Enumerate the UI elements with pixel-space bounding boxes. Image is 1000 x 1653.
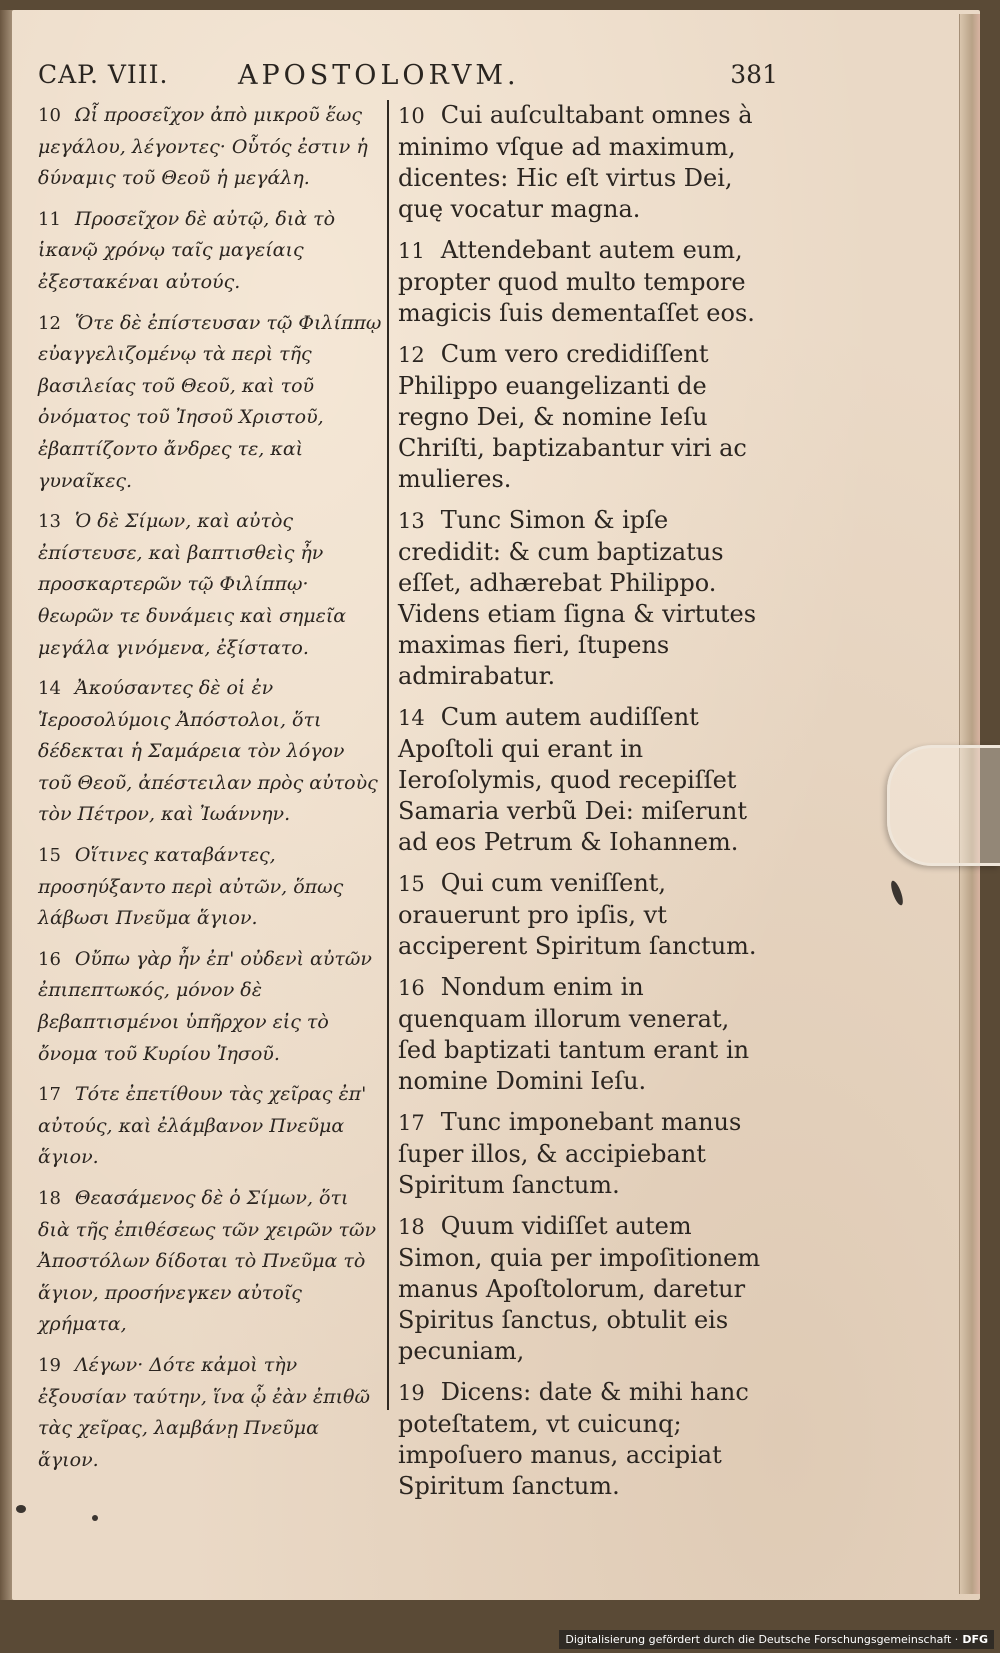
dfg-logo: DFG	[962, 1633, 988, 1646]
verse-number: 16	[398, 976, 425, 1000]
verse-number: 13	[38, 511, 61, 533]
running-title: APOSTOLORVM.	[238, 60, 520, 91]
latin-verse	[398, 868, 774, 962]
verse-number: 19	[38, 1354, 61, 1376]
verse-number: 14	[398, 706, 425, 730]
verse-number: 12	[38, 312, 61, 334]
verse-number: 15	[398, 872, 425, 896]
latin-verse	[398, 235, 774, 329]
verse-number: 19	[398, 1381, 425, 1405]
verse-text: Ἀκούσαντες δὲ οἱ ἐν Ἱεροσολύμοις Ἀπόστολοι, ὅτι δέδεκται ἡ Σαμάρεια τὸν λόγον τοῦ Θεοῦ, ἀπέστειλαν πρὸς αὐτοὺς τὸν Πέτρον, καὶ Ἰωάννην.	[38, 677, 378, 826]
page-number: 381	[730, 60, 778, 89]
greek-verse	[38, 308, 383, 498]
verse-number: 13	[398, 509, 425, 533]
column-divider	[387, 100, 389, 1410]
ink-speck	[92, 1515, 98, 1521]
latin-verse	[398, 1107, 774, 1201]
verse-number: 12	[398, 343, 425, 367]
verse-number: 11	[398, 239, 425, 263]
verse-number: 15	[38, 845, 61, 867]
verse-number: 11	[38, 208, 61, 230]
verse-text: Quum vidiſſet autem Simon, quia per impoſitionem manus Apoſtolorum, daretur Spiritus ſanctus, obtulit eis pecuniam,	[398, 1212, 761, 1365]
verse-text: Qui cum veniſſent, orauerunt pro ipſis, vt acciperent Spiritum ſanctum.	[398, 869, 757, 960]
latin-verse	[398, 339, 774, 495]
verse-number: 16	[38, 948, 61, 970]
greek-verse	[38, 1350, 383, 1476]
verse-text: Θεασάμενος δὲ ὁ Σίμων, ὅτι διὰ τῆς ἐπιθέσεως τῶν χειρῶν τῶν Ἀποστόλων δίδοται τὸ Πνεῦμα τὸ ἅγιον, προσήνεγκεν αὐτοῖς χρήματα,	[38, 1187, 377, 1336]
greek-column	[38, 100, 383, 1485]
page-header	[38, 60, 778, 100]
greek-verse	[38, 1183, 383, 1341]
greek-verse	[38, 673, 383, 831]
digitization-credit	[559, 1630, 994, 1649]
latin-verse	[398, 972, 774, 1097]
verse-text: Ωἷ προσεῖχον ἀπὸ μικροῦ ἕως μεγάλου, λέγοντες· Οὗτός ἐστιν ἡ δύναμις τοῦ Θεοῦ ἡ μεγάλη.	[38, 104, 368, 190]
verse-number: 17	[398, 1111, 425, 1135]
verse-text: Οὔπω γὰρ ἦν ἐπ' οὐδενὶ αὐτῶν ἐπιπεπτωκός, μόνον δὲ βεβαπτισμένοι ὑπῆρχον εἰς τὸ ὄνομα τοῦ Κυρίου Ἰησοῦ.	[38, 947, 372, 1065]
verse-text: Tunc imponebant manus ſuper illos, & accipiebant Spiritum ſanctum.	[398, 1108, 742, 1199]
latin-verse	[398, 100, 774, 225]
greek-verse	[38, 840, 383, 935]
verse-text: Ὁ δὲ Σίμων, καὶ αὐτὸς ἐπίστευσε, καὶ βαπτισθεὶς ἦν προσκαρτερῶν τῷ Φιλίππῳ· θεωρῶν τε δυνάμεις καὶ σημεῖα μεγάλα γινόμενα, ἐξίστατο.	[38, 510, 347, 659]
verse-text: Dicens: date & mihi hanc poteſtatem, vt cuicunq; impoſuero manus, accipiat Spiritum ſanctum.	[398, 1378, 749, 1500]
latin-verse	[398, 1377, 774, 1502]
greek-verse	[38, 204, 383, 299]
ink-speck	[16, 1505, 26, 1513]
verse-number: 18	[398, 1215, 425, 1239]
credit-text: Digitalisierung gefördert durch die Deutsche Forschungsgemeinschaft ·	[565, 1633, 959, 1646]
page-clip	[887, 745, 1000, 866]
verse-number: 10	[398, 104, 425, 128]
verse-text: Cum autem audiſſent Apoſtoli qui erant in Ieroſolymis, quod recepiſſet Samaria verbũ Dei: miſerunt ad eos Petrum & Iohannem.	[398, 703, 747, 856]
greek-verse	[38, 1079, 383, 1174]
verse-number: 14	[38, 678, 61, 700]
verse-text: Λέγων· Δότε κἀμοὶ τὴν ἐξουσίαν ταύτην, ἵνα ᾧ ἐὰν ἐπιθῶ τὰς χεῖρας, λαμβάνῃ Πνεῦμα ἅγιον.	[38, 1353, 370, 1471]
verse-text: Cui auſcultabant omnes à minimo vſque ad maximum, dicentes: Hic eſt virtus Dei, quę vocatur magna.	[398, 101, 753, 223]
latin-verse	[398, 702, 774, 858]
latin-column	[398, 100, 774, 1512]
verse-text: Cum vero credidiſſent Philippo euangelizanti de regno Dei, & nomine Ieſu Chriſti, baptizabantur viri ac mulieres.	[398, 340, 747, 493]
latin-verse	[398, 1211, 774, 1367]
verse-text: Τότε ἐπετίθουν τὰς χεῖρας ἐπ' αὐτούς, καὶ ἐλάμβανον Πνεῦμα ἅγιον.	[38, 1083, 367, 1169]
verse-number: 10	[38, 105, 61, 126]
chapter-heading: CAP. VIII.	[38, 60, 169, 89]
greek-verse	[38, 100, 383, 195]
greek-verse	[38, 944, 383, 1070]
verse-text: Οἵτινες καταβάντες, προσηύξαντο περὶ αὐτῶν, ὅπως λάβωσι Πνεῦμα ἅγιον.	[38, 844, 344, 930]
verse-text: Tunc Simon & ipſe credidit: & cum baptizatus eſſet, adhærebat Philippo. Videns etiam ſigna & virtutes maximas fieri, ſtupens admirabatur.	[398, 506, 757, 690]
verse-number: 17	[38, 1084, 61, 1106]
verse-text: Attendebant autem eum, propter quod multo tempore magicis ſuis dementaſſet eos.	[398, 236, 755, 327]
verse-number: 18	[38, 1188, 61, 1209]
greek-verse	[38, 506, 383, 664]
verse-text: Ὅτε δὲ ἐπίστευσαν τῷ Φιλίππῳ εὐαγγελιζομένῳ τὰ περὶ τῆς βασιλείας τοῦ Θεοῦ, καὶ τοῦ ὀνόματος τοῦ Ἰησοῦ Χριστοῦ, ἐβαπτίζοντο ἄνδρες τε, καὶ γυναῖκες.	[38, 311, 382, 492]
verse-text: Nondum enim in quenquam illorum venerat, ſed baptizati tantum erant in nomine Domini Ieſu.	[398, 973, 750, 1095]
verse-text: Προσεῖχον δὲ αὐτῷ, διὰ τὸ ἱκανῷ χρόνῳ ταῖς μαγείαις ἐξεστακέναι αὐτούς.	[38, 207, 336, 293]
latin-verse	[398, 505, 774, 692]
